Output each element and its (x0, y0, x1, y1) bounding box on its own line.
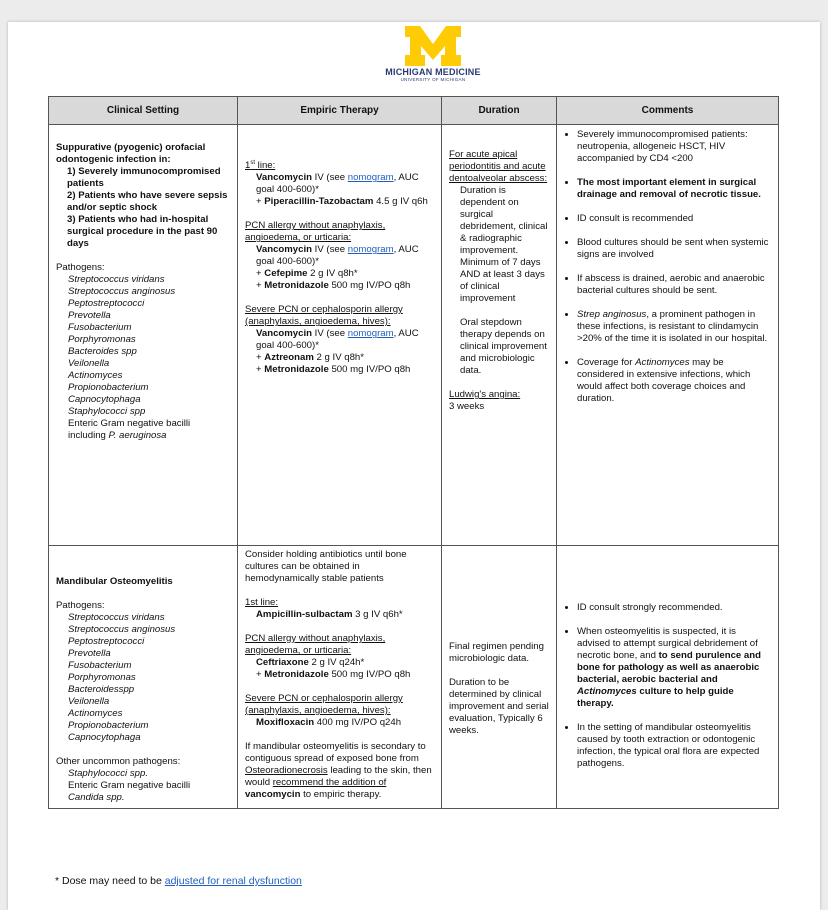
list-item: Candida spp. (68, 792, 125, 803)
header-empiric-therapy: Empiric Therapy (238, 97, 442, 125)
logo-line1: MICHIGAN MEDICINE (385, 67, 481, 77)
list-item: Propionobacterium (68, 720, 149, 731)
nomogram-link[interactable]: nomogram (347, 328, 394, 340)
header-clinical-setting: Clinical Setting (49, 97, 238, 125)
list-item: • In the setting of mandibular osteomyelitis caused by tooth extraction or odontogenic infection, the typical oral flora are expected pathogens. (577, 722, 771, 770)
list-item: • Coverage for Actinomyces may be considered in extensive infections, which would affect both coverage choices and duration. (577, 357, 771, 405)
list-item: Porphyromonas (68, 334, 136, 345)
renal-dose-link[interactable]: adjusted for renal dysfunction (164, 875, 302, 887)
list-item: Capnocytophaga (68, 394, 141, 405)
document-page (8, 22, 820, 910)
duration-cell: For acute apical periodontitis and acute dentoalveolar abscess: Duration is dependent on surgical debridement, clinical & radiographic improvement. Minimum of 7 days AND at least 3 days of clinical improvement Oral stepdown therapy depends on clinical improvement and microbiologic data. Ludwig's angina: 3 weeks (442, 125, 557, 546)
list-item: Veilonella (68, 358, 110, 369)
list-item: Streptococcus viridans (68, 274, 165, 285)
list-item: • When osteomyelitis is suspected, it is advised to attempt surgical debridement of necrotic bone, and to send purulence and bone for pathology as well as anaerobic bacterial, aerobic bacterial and Actinomyces culture to help guide therapy. (577, 626, 771, 710)
list-item: Staphylococci spp (68, 406, 146, 417)
duration-cell: Final regimen pending microbiologic data. Duration to be determined by clinical improvement and serial evaluation, Typically 6 weeks. (442, 546, 557, 809)
guideline-table (48, 96, 779, 809)
comments-cell (557, 546, 779, 809)
comments-list (564, 602, 771, 770)
logo-line2: UNIVERSITY OF MICHIGAN (400, 77, 466, 82)
nomogram-link[interactable]: nomogram (347, 172, 394, 184)
list-item: • Blood cultures should be sent when systemic signs are involved (577, 237, 771, 261)
table-row (49, 125, 779, 546)
list-item: Staphylococci spp. (68, 768, 148, 779)
header-row (49, 97, 779, 125)
therapy-cell: Consider holding antibiotics until bone cultures can be obtained in hemodynamically stable patients 1st line: Ampicillin-sulbactam 3 g IV q6h* PCN allergy without anaphylaxis, angioedema, or urticaria: Ceftriaxone 2 g IV q24h* + Metronidazole 500 mg IV/PO q8h Severe PCN or cephalosporin allergy (anaphylaxis, angioedema, hives): Moxifloxacin 400 mg IV/PO q24h If mandibular osteomyelitis is secondary to contiguous spread of exposed bone from Osteoradionecrosis leading to the skin, then would recommend the addition of vancomycin to empiric therapy. (238, 546, 442, 809)
header-comments: Comments (557, 97, 779, 125)
therapy-cell: 1st line: Vancomycin IV (see nomogram, AUC goal 400-600)* + Piperacillin-Tazobactam 4.5 g IV q6h PCN allergy without anaphylaxis, angioedema, or urticaria: Vancomycin IV (see nomogram, AUC goal 400-600)* + Cefepime 2 g IV q8h* + Metronidazole 500 mg IV/PO q8h Severe PCN or cephalosporin allergy (anaphylaxis, angioedema, hives): Vancomycin IV (see nomogram, AUC goal 400-600)* + Aztreonam 2 g IV q8h* + Metronidazole 500 mg IV/PO q8h (238, 125, 442, 546)
list-item: Fusobacterium (68, 660, 132, 671)
list-item: Peptostreptococci (68, 298, 145, 309)
list-item: Enteric Gram negative bacilli (68, 780, 191, 791)
list-item: Propionobacterium (68, 382, 149, 393)
list-item: • If abscess is drained, aerobic and anaerobic bacterial cultures should be sent. (577, 273, 771, 297)
list-item: • Severely immunocompromised patients: neutropenia, allogeneic HSCT, HIV accompanied by CD4 <200 (577, 129, 771, 165)
list-item: Veilonella (68, 696, 110, 707)
list-item: Peptostreptococci (68, 636, 145, 647)
comments-cell (557, 125, 779, 546)
list-item: • ID consult strongly recommended. (577, 602, 771, 614)
list-item: Capnocytophaga (68, 732, 141, 743)
list-item: Porphyromonas (68, 672, 136, 683)
header-duration: Duration (442, 97, 557, 125)
michigan-medicine-logo (378, 26, 488, 82)
list-item: Prevotella (68, 648, 111, 659)
list-item: • The most important element in surgical drainage and removal of necrotic tissue. (577, 177, 771, 201)
list-item: Actinomyces (68, 370, 123, 381)
setting-cell: Mandibular Osteomyelitis Pathogens: Streptococcus viridans Streptococcus anginosus Peptostreptococci Prevotella Fusobacterium Porphyromonas Bacteroidesspp Veilonella Actinomyces Propionobacterium Capnocytophaga Other uncommon pathogens: Staphylococci spp. Enteric Gram negative bacilli Candida spp. (49, 546, 238, 809)
block-m-logo-icon (405, 26, 461, 66)
list-item: Prevotella (68, 310, 111, 321)
nomogram-link[interactable]: nomogram (347, 244, 394, 256)
list-item: Bacteroidesspp (68, 684, 135, 695)
list-item: Actinomyces (68, 708, 123, 719)
footnote: * Dose may need to be adjusted for renal dysfunction (55, 875, 302, 887)
list-item: Streptococcus anginosus (68, 624, 176, 635)
list-item: • ID consult is recommended (577, 213, 771, 225)
comments-list (564, 129, 771, 405)
list-item: Streptococcus anginosus (68, 286, 176, 297)
list-item: Fusobacterium (68, 322, 132, 333)
table-row (49, 546, 779, 809)
list-item: Streptococcus viridans (68, 612, 165, 623)
list-item: • Strep anginosus, a prominent pathogen in these infections, is resistant to clindamycin >20% of the time it is isolated in our hospital. (577, 309, 771, 345)
list-item: Bacteroides spp (68, 346, 137, 357)
setting-cell: Suppurative (pyogenic) orofacial odontogenic infection in: 1) Severely immunocompromised patients 2) Patients who have severe sepsis and/or septic shock 3) Patients who had in-hospital surgical procedure in the past 90 days Pathogens: Streptococcus viridans Streptococcus anginosus Peptostreptococci Prevotella Fusobacterium Porphyromonas Bacteroides spp Veilonella Actinomyces Propionobacterium Capnocytophaga Staphylococci spp Enteric Gram negative bacilli including P. aeruginosa (49, 125, 238, 546)
